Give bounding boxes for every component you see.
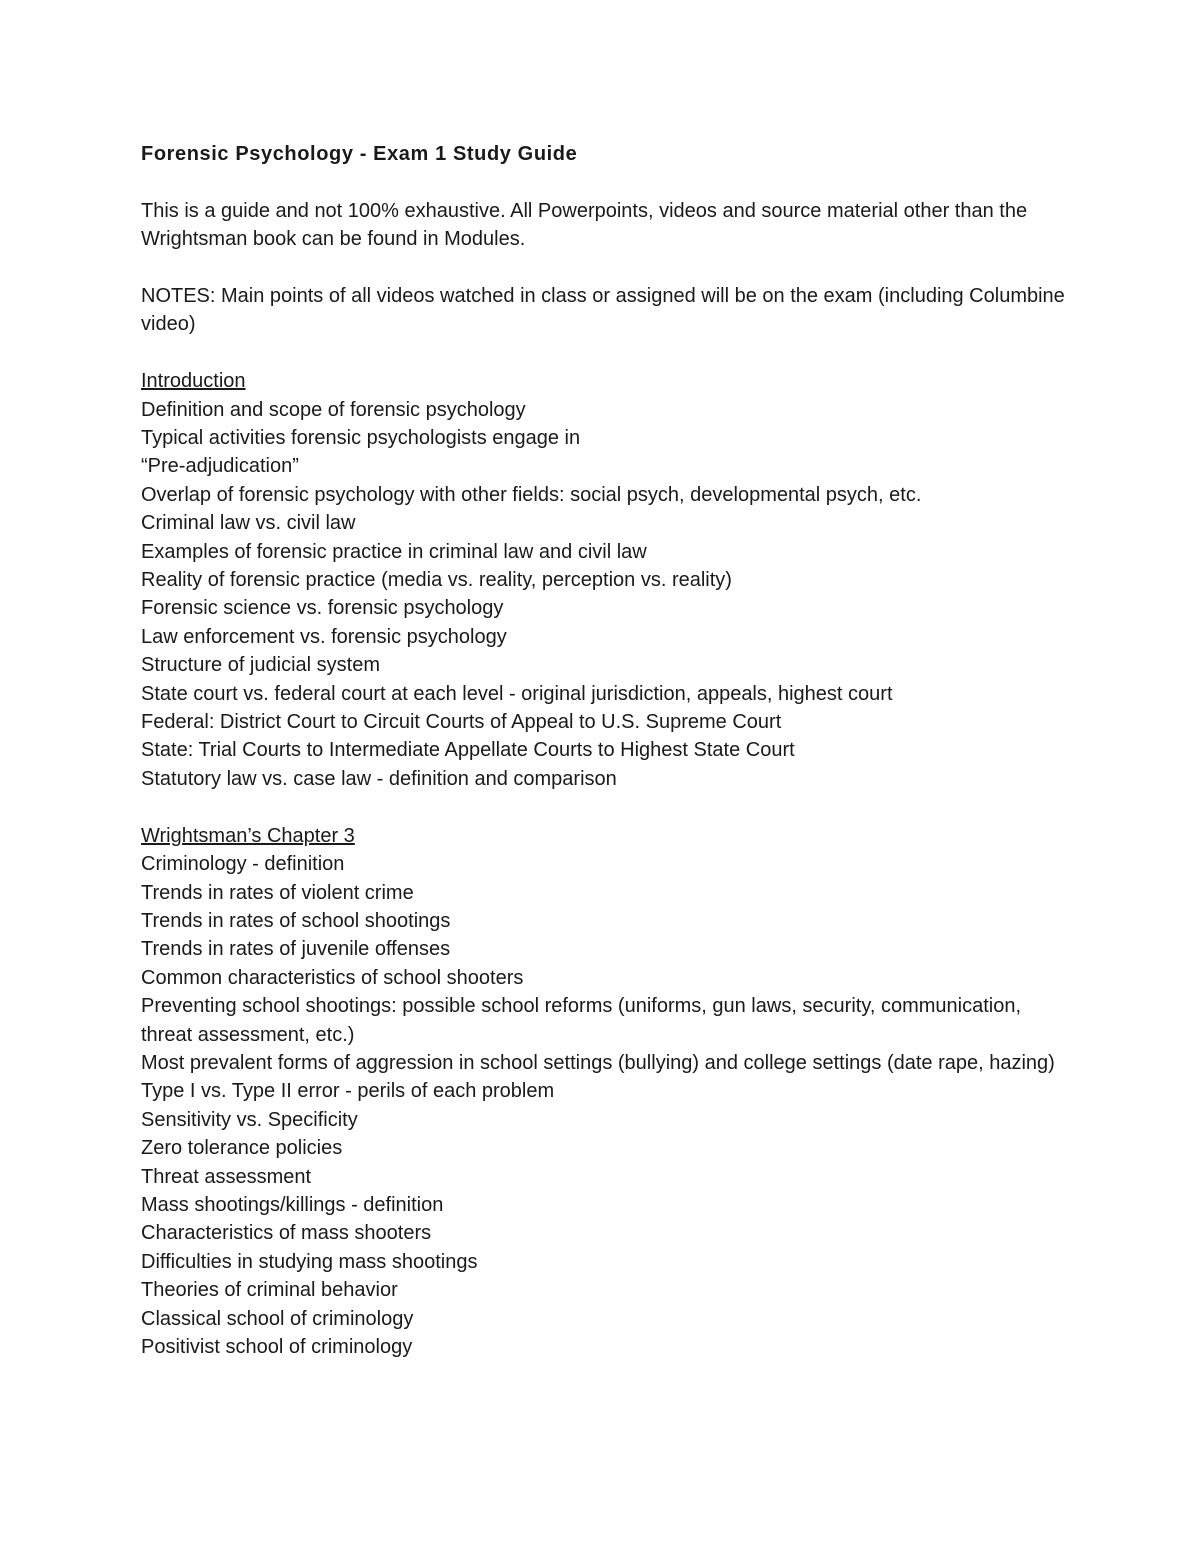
list-item: Zero tolerance policies <box>141 1137 343 1160</box>
list-item: “Pre-adjudication” <box>141 455 299 478</box>
list-item: Difficulties in studying mass shootings <box>141 1250 478 1273</box>
list-item: Most prevalent forms of aggression in school settings (bullying) and college settings (date rape, hazing) <box>141 1051 1055 1074</box>
list-item: Theories of criminal behavior <box>141 1279 398 1302</box>
topic-list <box>141 396 1071 794</box>
list-item: Definition and scope of forensic psychology <box>141 398 526 421</box>
document-title: Forensic Psychology - Exam 1 Study Guide <box>141 143 578 165</box>
list-item: Type I vs. Type II error - perils of each problem <box>141 1080 555 1103</box>
document-page <box>141 140 1071 1361</box>
list-item: Trends in rates of juvenile offenses <box>141 938 451 961</box>
list-item: State: Trial Courts to Intermediate Appellate Courts to Highest State Court <box>141 739 795 762</box>
list-item: State court vs. federal court at each level - original jurisdiction, appeals, highest court <box>141 682 893 705</box>
list-item: Positivist school of criminology <box>141 1336 413 1358</box>
list-item: Preventing school shootings: possible school reforms (uniforms, gun laws, security, communication, threat assessment, etc.) <box>141 995 1022 1046</box>
list-item: Mass shootings/killings - definition <box>141 1193 444 1216</box>
spacer <box>141 793 1071 821</box>
list-item: Structure of judicial system <box>141 654 380 677</box>
list-item: Sensitivity vs. Specificity <box>141 1108 358 1131</box>
topic-list <box>141 850 1071 1361</box>
list-item: Examples of forensic practice in criminal law and civil law <box>141 540 647 563</box>
list-item: Forensic science vs. forensic psychology <box>141 597 504 620</box>
list-item: Threat assessment <box>141 1165 312 1188</box>
list-item: Criminal law vs. civil law <box>141 512 356 535</box>
list-item: Classical school of criminology <box>141 1307 414 1330</box>
spacer <box>141 254 1071 282</box>
list-item: Federal: District Court to Circuit Courts of Appeal to U.S. Supreme Court <box>141 711 782 734</box>
spacer <box>141 339 1071 367</box>
list-item: Reality of forensic practice (media vs. reality, perception vs. reality) <box>141 569 732 592</box>
list-item: Statutory law vs. case law - definition and comparison <box>141 767 617 790</box>
section-heading: Wrightsman’s Chapter 3 <box>141 824 355 847</box>
list-item: Typical activities forensic psychologists engage in <box>141 427 581 450</box>
list-item: Characteristics of mass shooters <box>141 1222 432 1245</box>
section-heading: Introduction <box>141 370 246 393</box>
section-introduction <box>141 367 1071 793</box>
section-wrightsman-chapter-3 <box>141 822 1071 1362</box>
notes-paragraph: NOTES: Main points of all videos watched in class or assigned will be on the exam (including Columbine video) <box>141 285 1065 336</box>
list-item: Law enforcement vs. forensic psychology <box>141 625 507 648</box>
list-item: Overlap of forensic psychology with other fields: social psych, developmental psych, etc. <box>141 483 922 506</box>
intro-paragraph: This is a guide and not 100% exhaustive. All Powerpoints, videos and source material other than the Wrightsman book can be found in Modules. <box>141 199 1028 251</box>
list-item: Trends in rates of violent crime <box>141 881 414 904</box>
spacer <box>141 168 1071 196</box>
list-item: Common characteristics of school shooters <box>141 966 524 989</box>
list-item: Criminology - definition <box>141 853 345 876</box>
list-item: Trends in rates of school shootings <box>141 909 451 932</box>
